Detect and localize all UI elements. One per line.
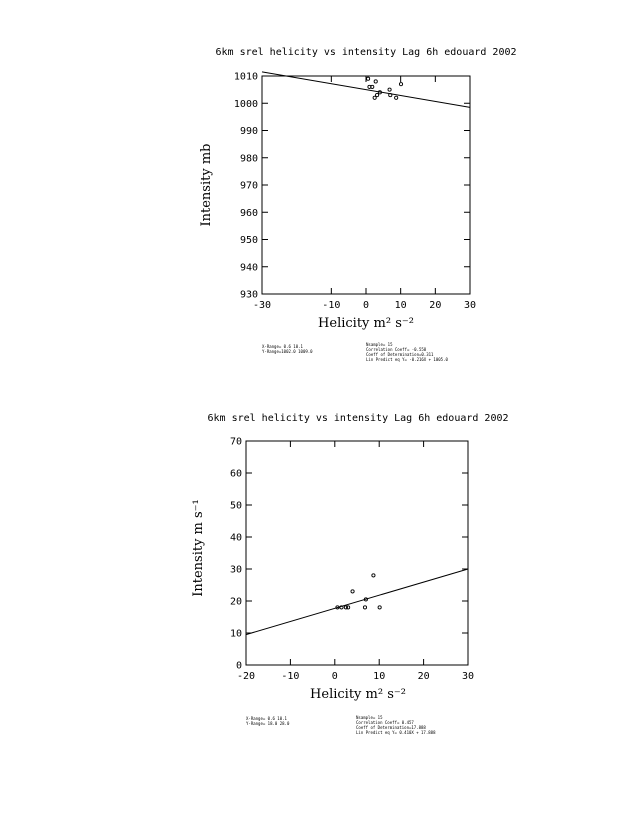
chart-2-point [372, 574, 375, 577]
chart-1 [199, 47, 517, 362]
chart-2-stat-correlation: Correlation Coeff= 0.457 [356, 720, 414, 725]
chart-2-y-tick-label: 50 [229, 500, 242, 512]
chart-2-x-tick-label: 0 [331, 671, 338, 682]
chart-2-y-tick-label: 10 [229, 628, 242, 640]
chart-1-x-tick-label: -10 [322, 300, 341, 311]
chart-2-stat-yrange: Y-Range= 18.0 28.0 [246, 721, 290, 726]
chart-2-y-axis-label: Intensity m s⁻¹ [191, 499, 206, 597]
chart-1-point [395, 96, 398, 99]
chart-2-y-tick-label: 20 [229, 596, 242, 608]
chart-1-x-tick-label: 10 [394, 300, 407, 311]
chart-2-y-tick-label: 40 [229, 532, 242, 544]
chart-1-y-tick-label: 960 [239, 207, 258, 219]
chart-2-stat-predict-eq: Lin Predict eq Y= 0.410X + 17.888 [356, 730, 436, 735]
chart-1-y-tick-label: 980 [239, 153, 258, 165]
chart-2-x-tick-label: 20 [417, 671, 430, 682]
chart-1-point [399, 83, 402, 86]
chart-2-ticks [246, 441, 468, 665]
chart-2-stat-determination: Coeff of Determination=17.888 [356, 725, 426, 730]
chart-1-stat-yrange: Y-Range=1002.0 1009.0 [262, 349, 313, 354]
chart-2-point [363, 606, 366, 609]
chart-1-point [373, 96, 376, 99]
chart-1-frame [262, 76, 470, 294]
chart-2-stat-nsample: Nsample= 15 [356, 715, 383, 720]
chart-1-stat-correlation: Correlation Coeff= -0.558 [366, 347, 427, 352]
chart-1-point [366, 77, 369, 80]
chart-1-point [374, 80, 377, 83]
chart-1-x-axis-label: Helicity m² s⁻² [318, 316, 414, 331]
chart-2-y-tick-label: 30 [229, 564, 242, 576]
chart-1-y-tick-labels [234, 72, 258, 301]
chart-1-y-axis-label: Intensity mb [199, 143, 214, 227]
chart-1-x-tick-label: 30 [463, 300, 477, 311]
chart-2-y-tick-label: 70 [229, 436, 242, 448]
chart-1-x-tick-label: -30 [252, 300, 272, 311]
chart-1-y-tick-label: 950 [239, 235, 258, 246]
chart-2-title: 6km srel helicity vs intensity Lag 6h edouard 2002 [207, 413, 509, 424]
chart-1-stat-predict-eq: Lin Predict eq Y= -0.216X + 1005.0 [366, 357, 448, 362]
chart-1-ticks [262, 76, 470, 294]
chart-1-y-tick-label: 1010 [233, 71, 258, 83]
chart-2-point [347, 606, 350, 609]
chart-1-y-tick-label: 1000 [233, 98, 258, 110]
chart-2-point [378, 606, 381, 609]
chart-1-stat-determination: Coeff of Determination=0.311 [366, 352, 434, 357]
chart-1-points [366, 77, 402, 99]
chart-1-point [388, 88, 391, 91]
chart-2-x-axis-label: Helicity m² s⁻² [310, 687, 406, 702]
chart-2-x-tick-labels [237, 671, 474, 682]
chart-2-x-tick-label: 10 [373, 671, 386, 682]
chart-1-title: 6km srel helicity vs intensity Lag 6h edouard 2002 [215, 47, 517, 58]
chart-2 [191, 413, 509, 735]
chart-2-stat-xrange: X-Range= 0.6 10.1 [246, 716, 287, 721]
chart-2-x-tick-label: -10 [281, 671, 300, 682]
chart-2-frame [246, 441, 468, 665]
chart-2-y-tick-labels [230, 437, 242, 672]
chart-1-y-tick-label: 970 [239, 180, 258, 192]
chart-1-stat-nsample: Nsample= 15 [366, 342, 393, 347]
chart-1-x-tick-label: 20 [429, 300, 442, 311]
chart-1-y-tick-label: 930 [239, 289, 258, 301]
chart-2-x-tick-label: -20 [236, 671, 256, 682]
chart-2-points [336, 574, 381, 609]
chart-1-point [375, 93, 378, 96]
chart-2-point [351, 590, 354, 593]
chart-2-y-tick-label: 60 [229, 468, 242, 480]
chart-1-stat-xrange: X-Range= 0.6 10.1 [262, 344, 303, 349]
chart-1-y-tick-label: 940 [239, 262, 258, 274]
chart-1-x-tick-label: 0 [362, 300, 370, 311]
chart-2-y-tick-label: 0 [235, 660, 242, 672]
chart-1-x-tick-labels [253, 300, 476, 311]
chart-2-fit-line [246, 569, 468, 635]
chart-2-x-tick-label: 30 [461, 671, 475, 682]
chart-1-y-tick-label: 990 [239, 126, 258, 137]
